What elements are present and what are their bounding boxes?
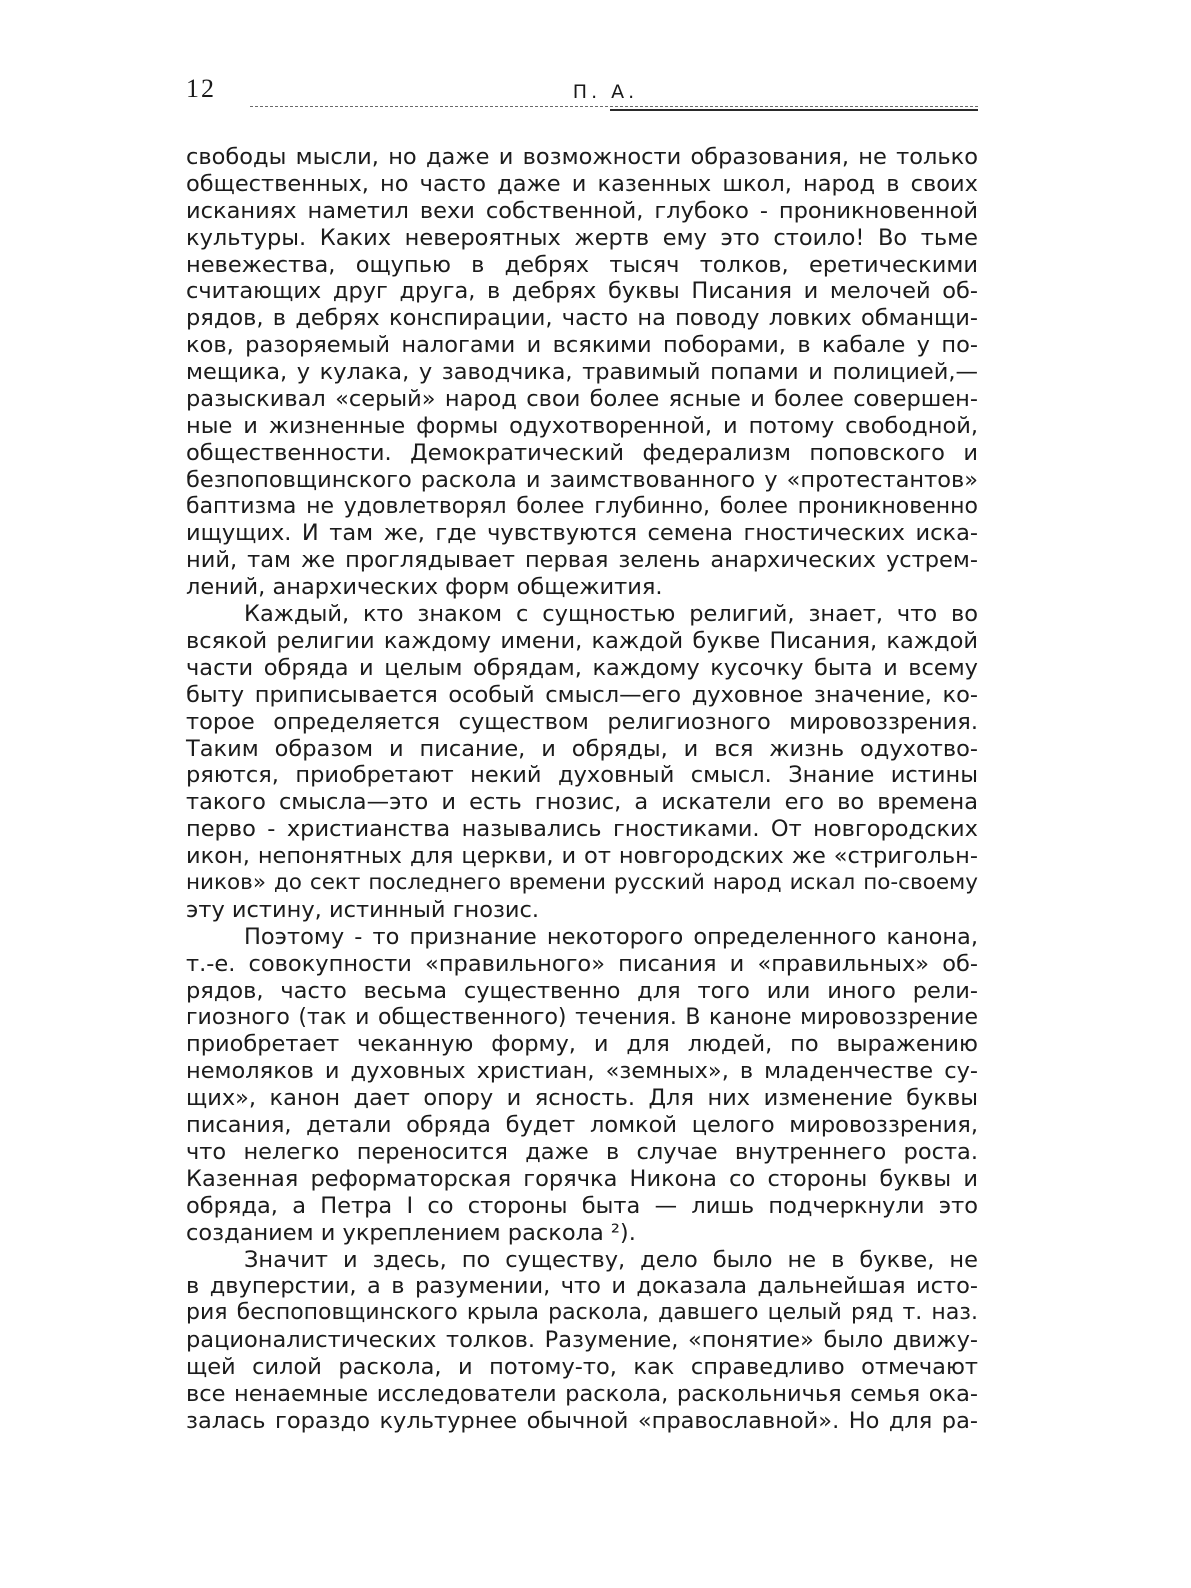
text-line: все ненаемные исследователи раскола, раскольничья семья ока- bbox=[186, 1380, 978, 1407]
text-line: Каждый, кто знаком с сущностью религий, знает, что во bbox=[244, 601, 978, 628]
text-line: приобретает чеканную форму, и для людей, по выражению bbox=[186, 1031, 978, 1058]
header-rule-solid bbox=[610, 109, 978, 111]
text-line: ний, там же проглядывает первая зелень анархических устрем- bbox=[186, 547, 978, 574]
text-line: безпоповщинского раскола и заимствованного у «протестантов» bbox=[186, 466, 978, 493]
text-line: рядов, часто весьма существенно для того или иного рели- bbox=[186, 977, 978, 1004]
header-rule bbox=[250, 106, 978, 107]
text-line: ков, разоряемый налогами и всякими поборами, в кабале у по- bbox=[186, 332, 978, 359]
text-line: всякой религии каждому имени, каждой букве Писания, каждой bbox=[186, 628, 978, 655]
text-line: залась гораздо культурнее обычной «православной». Но для ра- bbox=[186, 1407, 978, 1434]
text-line: рия беспоповщинского крыла раскола, давшего целый ряд т. наз. bbox=[186, 1300, 978, 1326]
text-line: щей силой раскола, и потому-то, как справедливо отмечают bbox=[186, 1354, 978, 1381]
text-line: торое определяется существом религиозного мировоззрения. bbox=[186, 708, 978, 735]
text-line: Значит и здесь, по существу, дело было не в букве, не bbox=[244, 1246, 978, 1273]
text-line: ряются, приобретают некий духовный смысл. Знание истины bbox=[186, 762, 978, 789]
text-line: в двуперстии, а в разумении, что и доказала дальнейшая исто- bbox=[186, 1273, 978, 1300]
text-line: свободы мысли, но даже и возможности образования, не только bbox=[186, 144, 978, 170]
text-line: считающих друг друга, в дебрях буквы Писания и мелочей об- bbox=[186, 278, 978, 305]
text-line: общественности. Демократический федерализм поповского и bbox=[186, 439, 978, 466]
text-line: обряда, а Петра I со стороны быта — лишь подчеркнули это bbox=[186, 1192, 978, 1219]
text-line: рационалистических толков. Разумение, «понятие» было движу- bbox=[186, 1327, 978, 1354]
text-line: ные и жизненные формы одухотворенной, и потому свободной, bbox=[186, 412, 978, 439]
text-line: невежества, ощупью в дебрях тысяч толков, еретическими bbox=[186, 251, 978, 278]
text-line: рядов, в дебрях конспирации, часто на поводу ловких обманщи- bbox=[186, 305, 978, 332]
text-line: писания, детали обряда будет ломкой целого мировоззрения, bbox=[186, 1112, 978, 1139]
text-line: баптизма не удовлетворял более глубинно, более проникновенно bbox=[186, 493, 978, 519]
text-line: эту истину, истинный гнозис. bbox=[186, 896, 540, 923]
text-line: щих», канон дает опору и ясность. Для них изменение буквы bbox=[186, 1085, 978, 1112]
text-line: мещика, у кулака, у заводчика, травимый попами и полицией,— bbox=[186, 359, 978, 386]
text-line: лений, анархических форм общежития. bbox=[186, 574, 663, 601]
body-text bbox=[186, 144, 978, 1435]
text-line: ищущих. И там же, где чувствуются семена гностических иска- bbox=[186, 520, 978, 547]
text-line: быту приписывается особый смысл—его духовное значение, ко- bbox=[186, 681, 978, 708]
text-line: немоляков и духовных христиан, «земных», в младенчестве су- bbox=[186, 1058, 978, 1085]
running-title: П. А. bbox=[572, 81, 639, 103]
text-line: общественных, но часто даже и казенных школ, народ в своих bbox=[186, 170, 978, 197]
text-line: разыскивал «серый» народ свои более ясные и более совершен- bbox=[186, 386, 978, 413]
text-line: Казенная реформаторская горячка Никона со стороны буквы и bbox=[186, 1165, 978, 1192]
text-line: Таким образом и писание, и обряды, и вся жизнь одухотво- bbox=[186, 735, 978, 762]
text-line: культуры. Каких невероятных жертв ему это стоило! Во тьме bbox=[186, 224, 978, 251]
text-line: что нелегко переносится даже в случае внутреннего роста. bbox=[186, 1138, 978, 1165]
text-line: ников» до сект последнего времени русский народ искал по-своему bbox=[186, 870, 978, 896]
text-line: перво - христианства назывались гностиками. От новгородских bbox=[186, 816, 978, 843]
text-line: части обряда и целым обрядам, каждому кусочку быта и всему bbox=[186, 654, 978, 681]
text-line: икон, непонятных для церкви, и от новгородских же «стригольн- bbox=[186, 843, 978, 870]
text-line: такого смысла—это и есть гнозис, а искатели его во времена bbox=[186, 789, 978, 816]
text-line: Поэтому - то признание некоторого определенного канона, bbox=[244, 923, 978, 950]
text-line: созданием и укреплением раскола ²). bbox=[186, 1219, 636, 1246]
text-line: т.-е. совокупности «правильного» писания и «правильных» об- bbox=[186, 950, 978, 977]
page-number: 12 bbox=[186, 74, 216, 103]
text-line: исканиях наметил вехи собственной, глубоко - проникновенной bbox=[186, 197, 978, 224]
text-line: гиозного (так и общественного) течения. В каноне мировоззрение bbox=[186, 1004, 978, 1030]
